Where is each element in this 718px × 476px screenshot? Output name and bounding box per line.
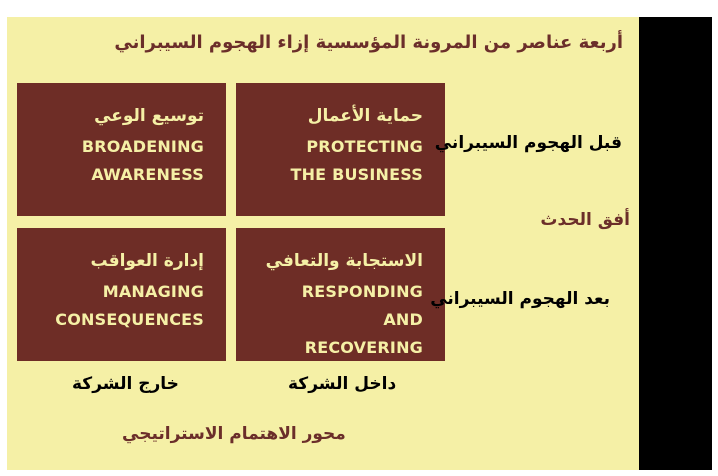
cell-english-line-1: MANAGING xyxy=(102,282,204,301)
cell-arabic-label: إدارة العواقب xyxy=(90,251,204,271)
cell-arabic-label: توسيع الوعي xyxy=(94,106,204,126)
diagram-title: أربعة عناصر من المرونة المؤسسية إزاء الهجوم السيبراني xyxy=(114,32,623,53)
cell-english-line-1: BROADENING xyxy=(81,137,204,156)
cell-responding-and-recovering xyxy=(236,228,445,361)
cell-broadening-awareness xyxy=(17,83,226,216)
strategic-focus-axis-label: محور الاهتمام الاستراتيجي xyxy=(122,424,346,444)
cell-english-line-1: PROTECTING xyxy=(306,137,423,156)
column-label-outside-company: خارج الشركة xyxy=(72,374,179,394)
cell-protecting-the-business xyxy=(236,83,445,216)
cell-arabic-label: الاستجابة والتعافي xyxy=(265,251,423,271)
cell-arabic-label: حماية الأعمال xyxy=(307,106,423,126)
row-label-event-horizon: أفق الحدث xyxy=(540,210,630,230)
cell-managing-consequences xyxy=(17,228,226,361)
cell-english-line-2: CONSEQUENCES xyxy=(55,310,204,329)
cell-english-line-2: RECOVERING xyxy=(304,338,423,357)
column-label-inside-company: داخل الشركة xyxy=(288,374,397,394)
cell-english-line-2: THE BUSINESS xyxy=(290,165,423,184)
cell-english-line-1: RESPONDING AND xyxy=(301,282,423,329)
cell-english-line-2: AWARENESS xyxy=(91,165,204,184)
right-side-bar xyxy=(639,17,712,470)
row-label-before-attack: قبل الهجوم السيبراني xyxy=(434,133,622,153)
row-label-after-attack: بعد الهجوم السيبراني xyxy=(430,289,610,309)
